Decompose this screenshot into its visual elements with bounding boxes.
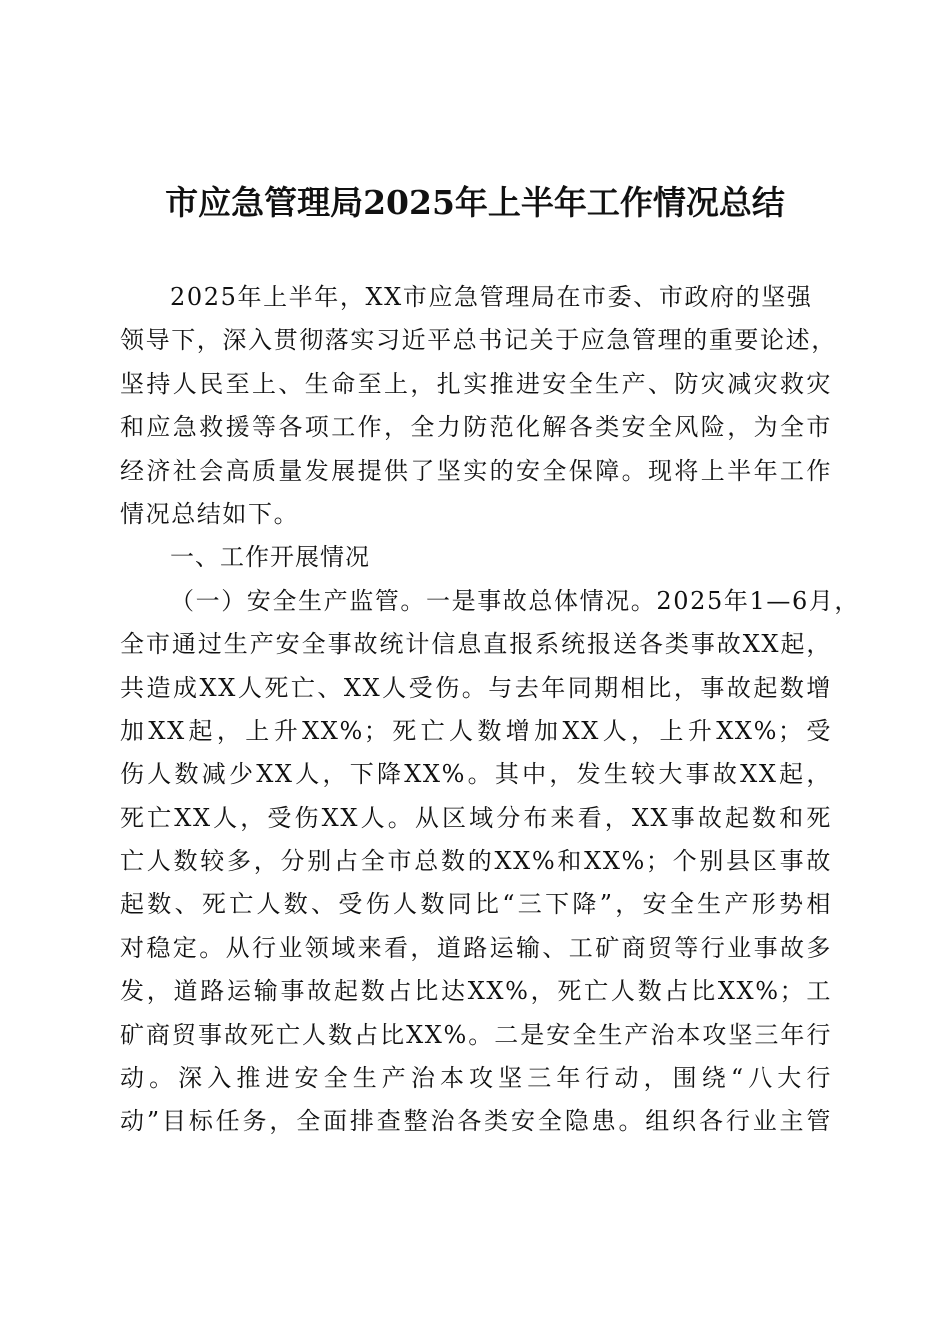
paragraph-line: 发，道路运输事故起数占比达XX%，死亡人数占比XX%；工 [120, 977, 832, 1006]
section-heading: 一、工作开展情况 [170, 543, 370, 572]
paragraph-line: 起数、死亡人数、受伤人数同比“三下降”，安全生产形势相 [120, 890, 832, 919]
paragraph-line: 共造成XX人死亡、XX人受伤。与去年同期相比，事故起数增 [120, 673, 832, 702]
paragraph-line: 亡人数较多，分别占全市总数的XX%和XX%；个别县区事故 [120, 847, 832, 876]
paragraph-line: 伤人数减少XX人，下降XX%。其中，发生较大事故XX起， [120, 760, 832, 789]
paragraph-line: 对稳定。从行业领域来看，道路运输、工矿商贸等行业事故多 [120, 933, 832, 962]
document-body [120, 276, 861, 1144]
paragraph-line: （一）安全生产监管。一是事故总体情况。2025年1—6月， [170, 586, 861, 615]
paragraph-line: 领导下，深入贯彻落实习近平总书记关于应急管理的重要论述， [120, 326, 837, 355]
paragraph-line: 和应急救援等各项工作，全力防范化解各类安全风险，为全市 [120, 413, 832, 442]
paragraph-line: 动”目标任务，全面排查整治各类安全隐患。组织各行业主管 [120, 1107, 832, 1136]
paragraph-line: 2025年上半年，XX市应急管理局在市委、市政府的坚强 [170, 283, 813, 311]
paragraph-line: 全市通过生产安全事故统计信息直报系统报送各类事故XX起， [120, 630, 832, 659]
document-title: 市应急管理局2025年上半年工作情况总结 [165, 183, 785, 222]
paragraph-line: 经济社会高质量发展提供了坚实的安全保障。现将上半年工作 [120, 456, 832, 485]
paragraph-line: 矿商贸事故死亡人数占比XX%。二是安全生产治本攻坚三年行 [120, 1020, 832, 1049]
paragraph-line: 情况总结如下。 [120, 499, 300, 528]
paragraph-line: 坚持人民至上、生命至上，扎实推进安全生产、防灾减灾救灾 [120, 369, 832, 398]
paragraph-line: 死亡XX人，受伤XX人。从区域分布来看，XX事故起数和死 [120, 803, 832, 832]
paragraph-line: 加XX起，上升XX%；死亡人数增加XX人，上升XX%；受 [120, 716, 832, 745]
paragraph-line: 动。深入推进安全生产治本攻坚三年行动，围绕“八大行 [120, 1064, 832, 1093]
